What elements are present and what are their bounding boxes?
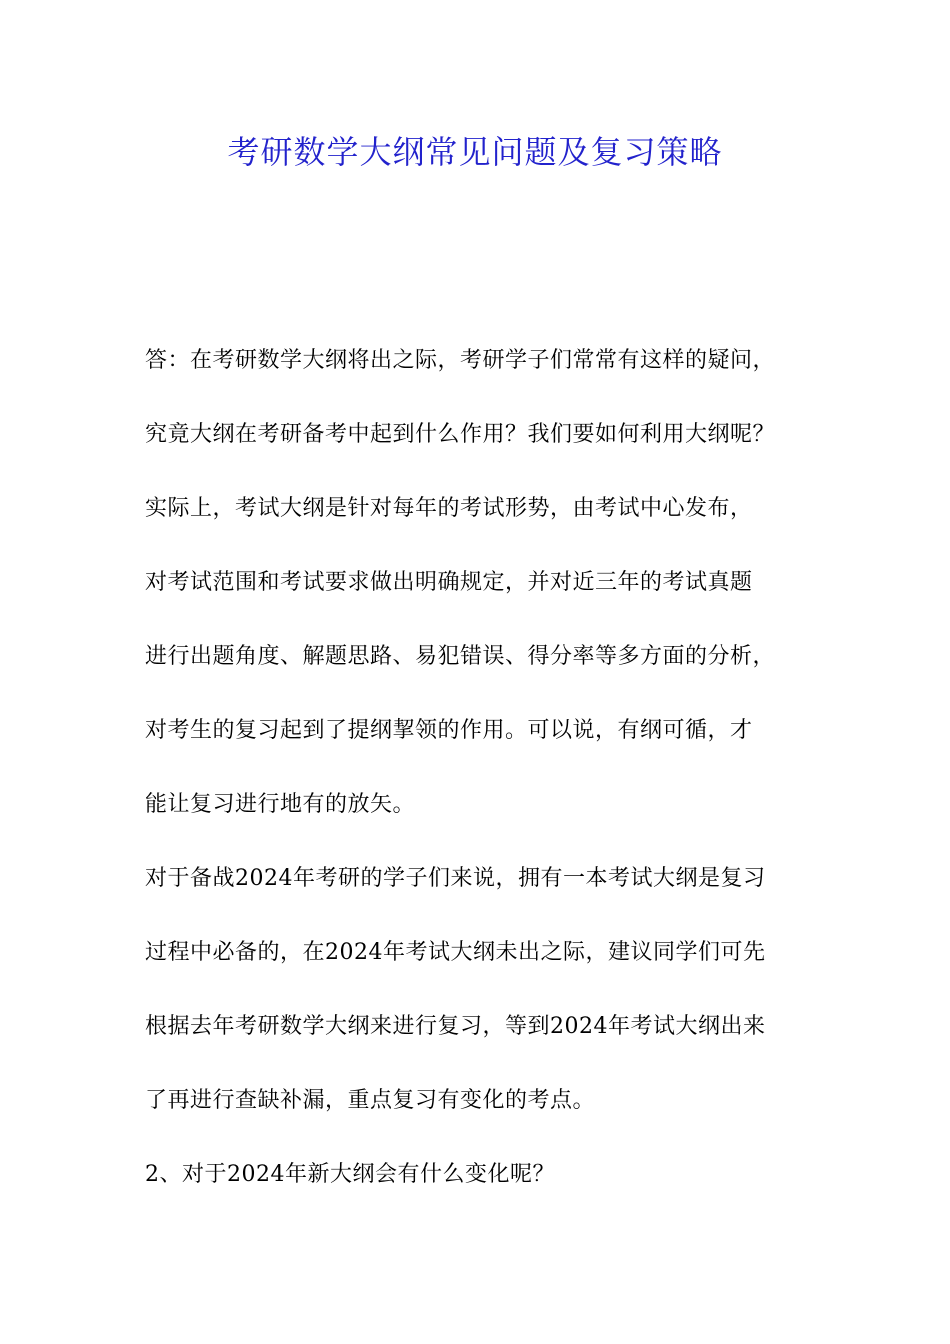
text-line: 进行出题角度、解题思路、易犯错误、得分率等多方面的分析，: [145, 644, 776, 669]
text-line: 根据去年考研数学大纲来进行复习，等到2024年考试大纲出来: [145, 1014, 766, 1039]
text-line: 对考生的复习起到了提纲挈领的作用。可以说，有纲可循，才: [145, 718, 753, 743]
document-title: 考研数学大纲常见问题及复习策略: [227, 133, 723, 171]
text-line: 究竟大纲在考研备考中起到什么作用？我们要如何利用大纲呢？: [145, 422, 776, 447]
text-line: 对于备战2024年考研的学子们来说，拥有一本考试大纲是复习: [145, 866, 766, 891]
text-line: 实际上，考试大纲是针对每年的考试形势，由考试中心发布，: [145, 496, 753, 521]
section-heading: 2、对于2024年新大纲会有什么变化呢？: [145, 1162, 555, 1187]
text-line: 答：在考研数学大纲将出之际，考研学子们常常有这样的疑问，: [145, 348, 776, 373]
document-body: [145, 329, 835, 1217]
text-line: 对考试范围和考试要求做出明确规定，并对近三年的考试真题: [145, 570, 753, 595]
text-line: 能让复习进行地有的放矢。: [145, 792, 416, 817]
text-line: 了再进行查缺补漏，重点复习有变化的考点。: [145, 1088, 596, 1113]
text-line: 过程中必备的，在2024年考试大纲未出之际，建议同学们可先: [145, 940, 766, 965]
